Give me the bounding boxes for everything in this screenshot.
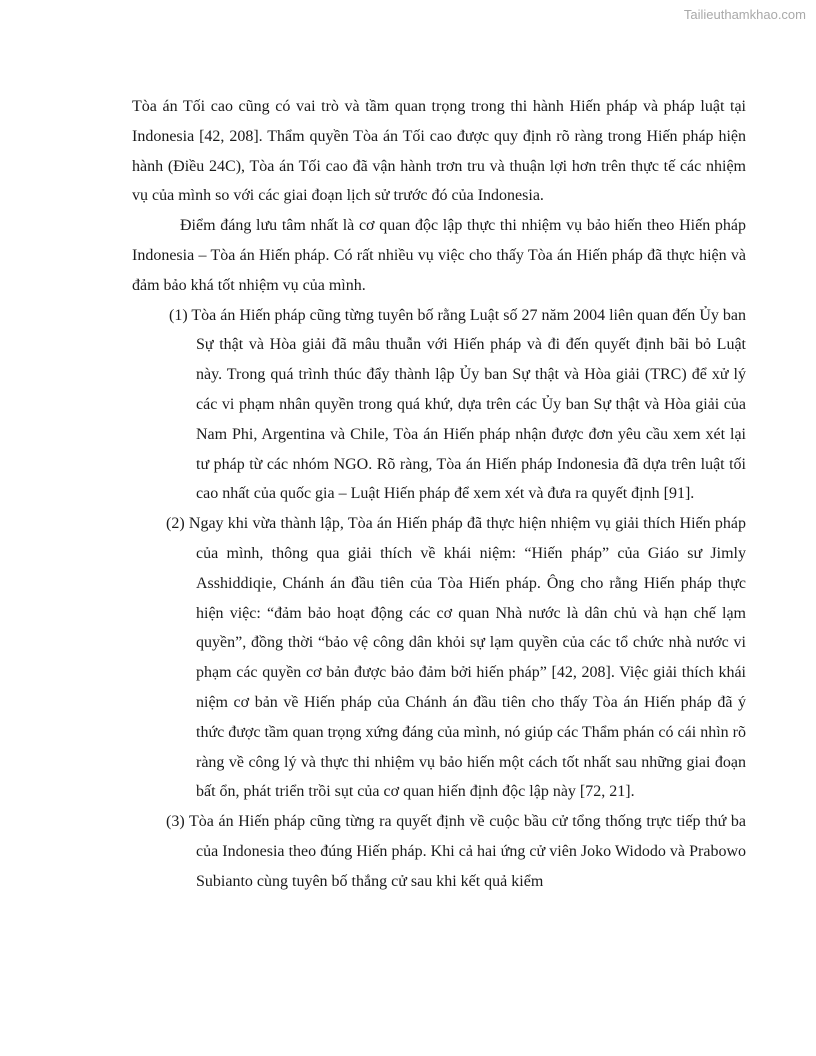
- watermark: Tailieuthamkhao.com: [683, 7, 806, 22]
- list-item: (2) Ngay khi vừa thành lập, Tòa án Hiến pháp đã thực hiện nhiệm vụ giải thích Hiến pháp của mình, thông qua giải thích về khái niệm: “Hiến pháp” của Giáo sư Jimly Asshiddiqie, Chánh án đầu tiên của Tòa Hiến pháp. Ông cho rằng Hiến pháp thực hiện việc: “đảm bảo hoạt động các cơ quan Nhà nước là dân chủ và hạn chế lạm quyền”, đồng thời “bảo vệ công dân khỏi sự lạm quyền của các tổ chức nhà nước vi phạm các quyền cơ bản được bảo đảm bởi hiến pháp” [42, 208]. Việc giải thích khái niệm cơ bản về Hiến pháp của Chánh án đầu tiên cho thấy Tòa án Hiến pháp đã ý thức được tầm quan trọng xứng đáng của mình, nó giúp các Thẩm phán có cái nhìn rõ ràng về công lý và thực thi nhiệm vụ bảo hiến một cách tốt nhất sau những giai đoạn bất ổn, phát triển trồi sụt của cơ quan hiến định độc lập này [72, 21].: [166, 515, 746, 801]
- paragraph: Điểm đáng lưu tâm nhất là cơ quan độc lập thực thi nhiệm vụ bảo hiến theo Hiến pháp Indonesia – Tòa án Hiến pháp. Có rất nhiều vụ việc cho thấy Tòa án Hiến pháp đã thực hiện và đảm bảo khá tốt nhiệm vụ của mình.: [132, 217, 746, 294]
- list-item: (3) Tòa án Hiến pháp cũng từng ra quyết định về cuộc bầu cử tổng thống trực tiếp thứ ba của Indonesia theo đúng Hiến pháp. Khi cả hai ứng cử viên Joko Widodo và Prabowo Subianto cùng tuyên bố thắng cử sau khi kết quả kiểm: [166, 813, 746, 890]
- document-body: [132, 92, 746, 897]
- paragraph: Tòa án Tối cao cũng có vai trò và tầm quan trọng trong thi hành Hiến pháp và pháp luật tại Indonesia [42, 208]. Thẩm quyền Tòa án Tối cao được quy định rõ ràng trong Hiến pháp hiện hành (Điều 24C), Tòa án Tối cao đã vận hành trơn tru và thuận lợi hơn trên thực tế các nhiệm vụ của mình so với các giai đoạn lịch sử trước đó của Indonesia.: [132, 98, 746, 205]
- list-item: (1) Tòa án Hiến pháp cũng từng tuyên bố rằng Luật số 27 năm 2004 liên quan đến Ủy ban Sự thật và Hòa giải đã mâu thuẫn với Hiến pháp và đi đến quyết định bãi bỏ Luật này. Trong quá trình thúc đẩy thành lập Ủy ban Sự thật và Hòa giải (TRC) để xử lý các vi phạm nhân quyền trong quá khứ, dựa trên các Ủy ban Sự thật và Hòa giải của Nam Phi, Argentina và Chile, Tòa án Hiến pháp nhận được đơn yêu cầu xem xét lại tư pháp từ các nhóm NGO. Rõ ràng, Tòa án Hiến pháp Indonesia đã dựa trên luật tối cao nhất của quốc gia – Luật Hiến pháp để xem xét và đưa ra quyết định [91].: [169, 306, 746, 503]
